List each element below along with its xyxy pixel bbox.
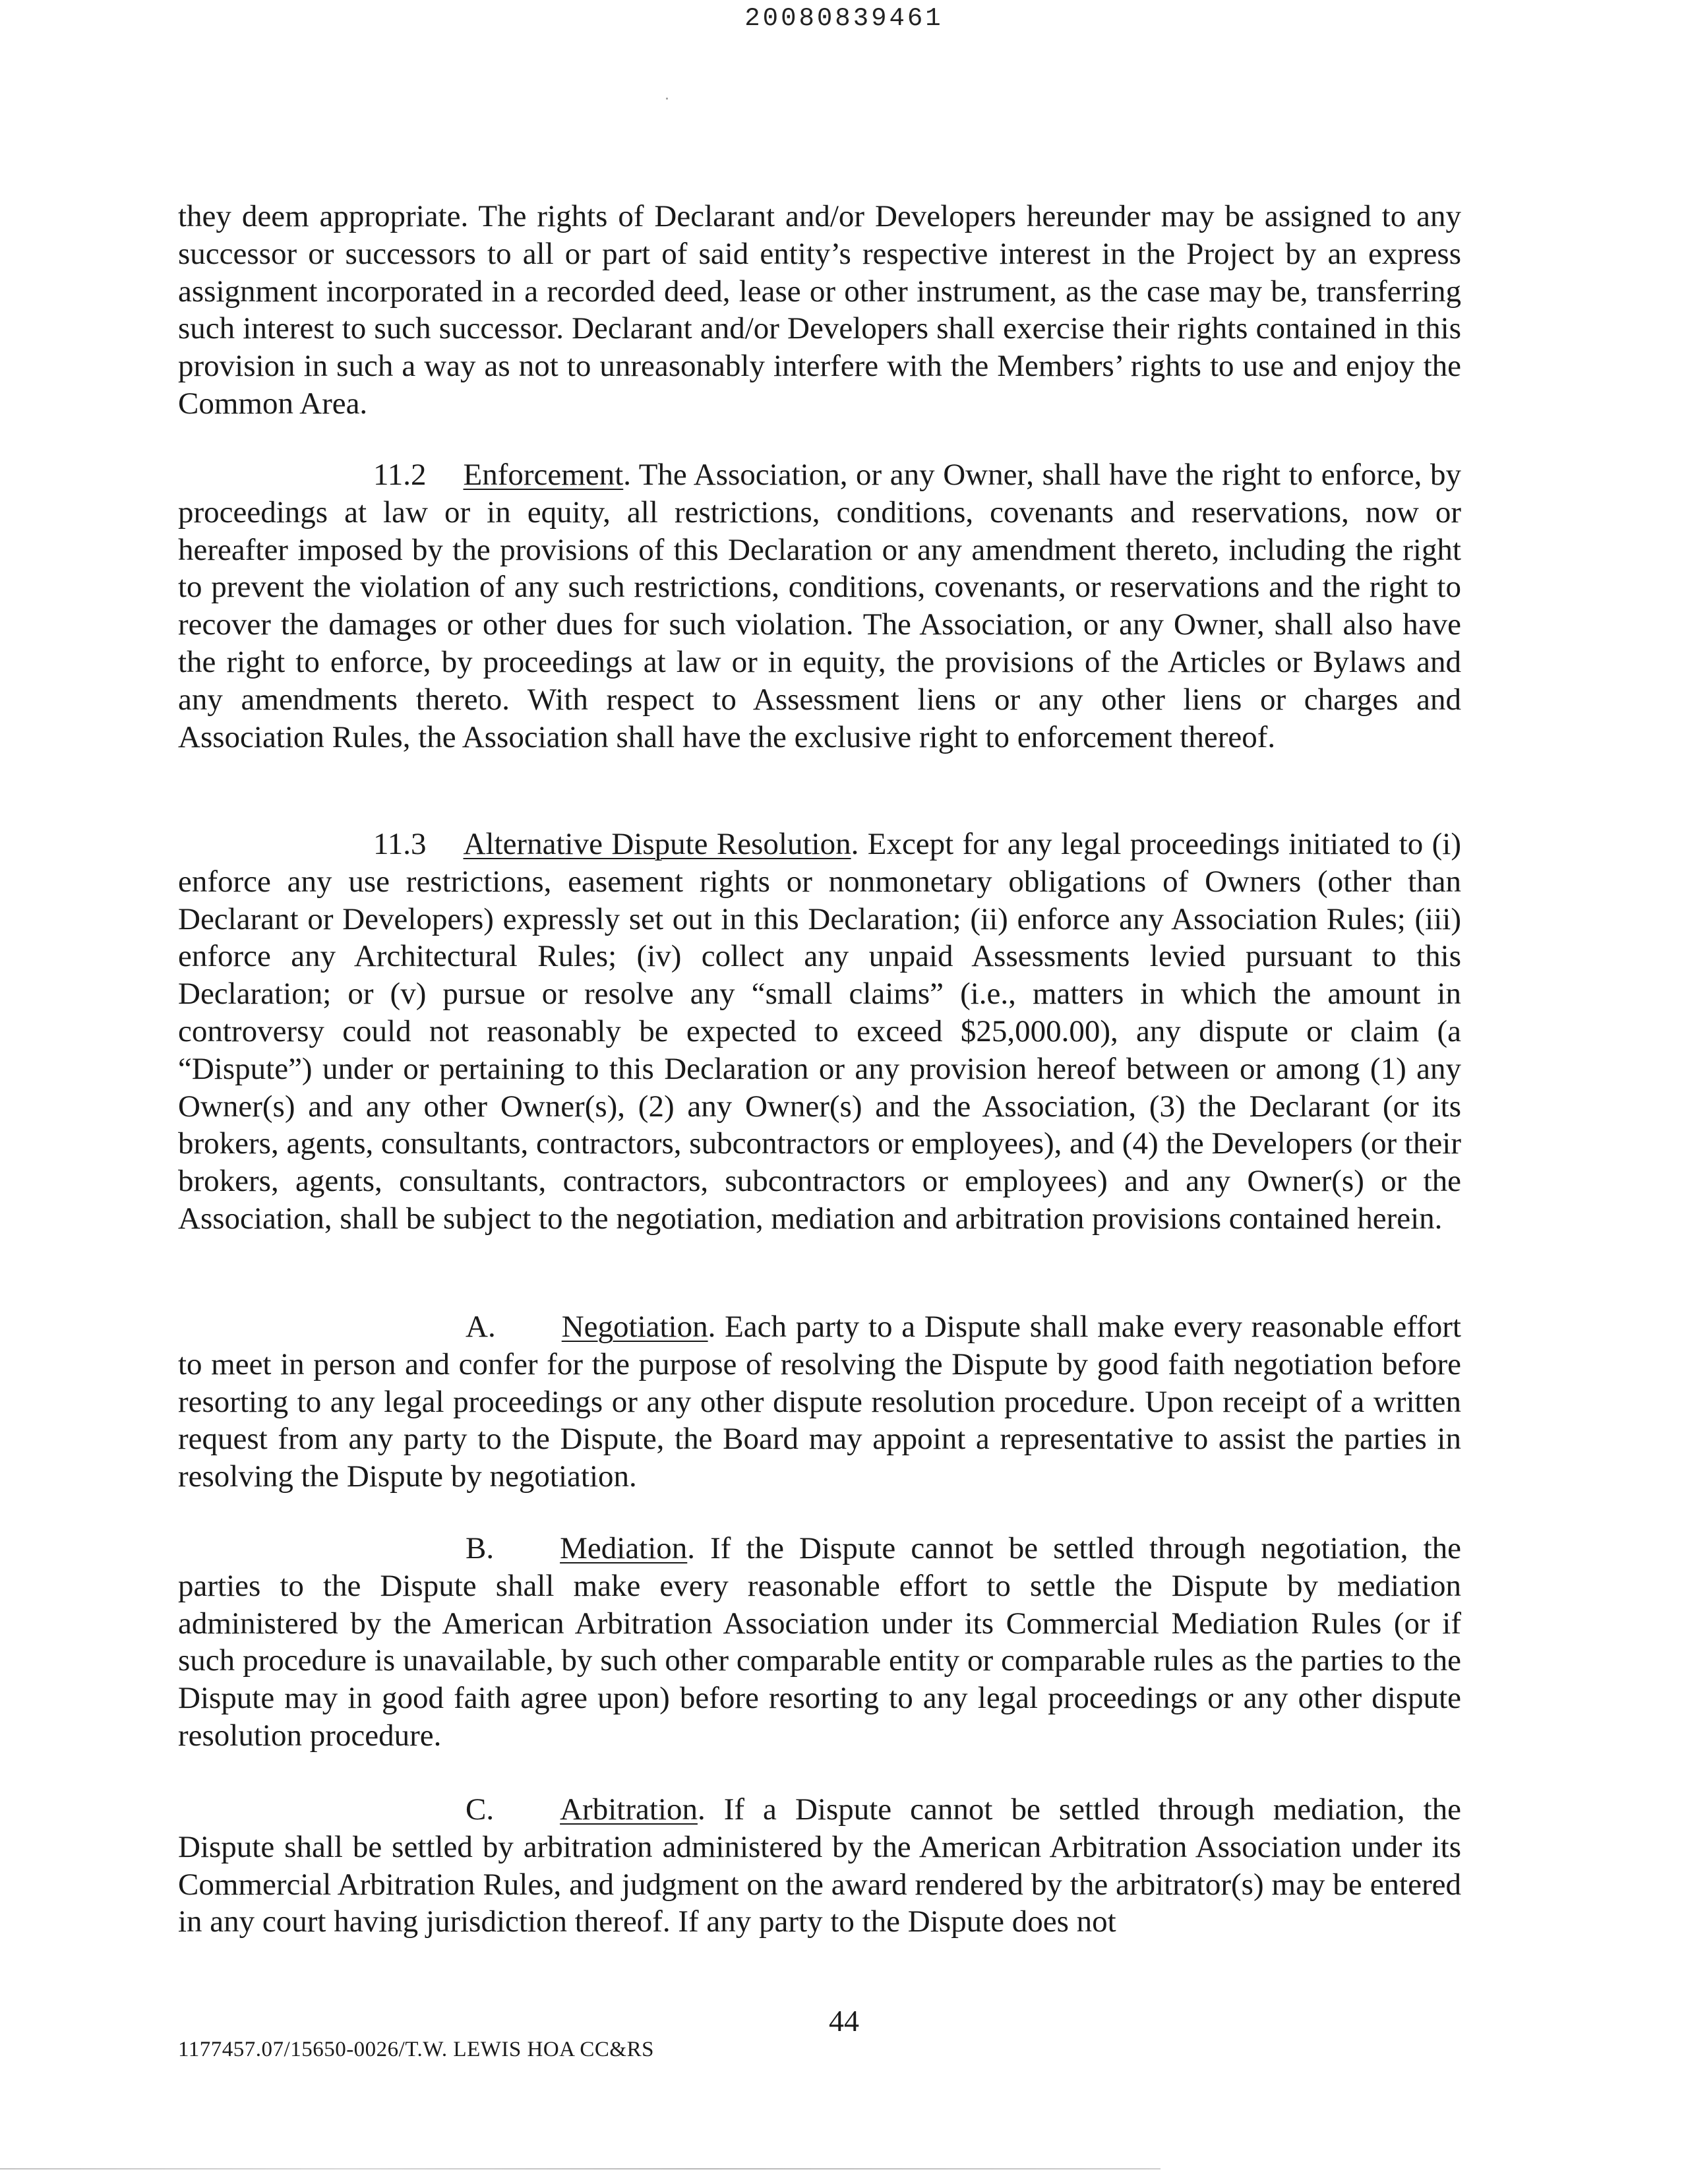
section-number: 11.2	[373, 458, 427, 492]
section-11-3	[178, 826, 1461, 1238]
subsection-b	[178, 1530, 1461, 1755]
scan-artifact-dot	[666, 98, 668, 100]
section-number: 11.3	[373, 827, 427, 861]
subsection-letter: B.	[466, 1531, 495, 1565]
subsection-a	[178, 1308, 1461, 1496]
subsection-text: . Each party to a Dispute shall make every reasonable effort to meet in person and confer for the purpose of resolving the Dispute by good faith negotiation before resorting to any legal proceedings or any other dispute resolution procedure. Upon receipt of a written request from any party to the Dispute, the Board may appoint a representative to assist the parties in resolving the Dispute by negotiation.	[178, 1310, 1461, 1494]
document-number-stamp: 20080839461	[744, 4, 944, 33]
page-number: 44	[829, 2004, 859, 2038]
subsection-heading-negotiation: Negotiation	[561, 1310, 708, 1344]
subsection-letter: C.	[466, 1792, 495, 1827]
subsection-letter: A.	[466, 1310, 496, 1344]
paragraph-continued-text: they deem appropriate. The rights of Declarant and/or Developers hereunder may be assigned to any successor or successors to all or part of said entity’s respective interest in the Project by an express assignment incorporated in a recorded deed, lease or other instrument, as the case may be, transferring such interest to such successor. Declarant and/or Developers shall exercise their rights contained in this provision in such a way as not to unreasonably interfere with the Members’ rights to use and enjoy the Common Area.	[178, 199, 1461, 421]
section-text: . Except for any legal proceedings initiated to (i) enforce any use restrictions, easement rights or nonmonetary obligations of Owners (other than Declarant or Developers) expressly set out in this Declaration; (ii) enforce any Association Rules; (iii) enforce any Architectural Rules; (iv) collect any unpaid Assessments levied pursuant to this Declaration; or (v) pursue or resolve any “small claims” (i.e., matters in which the amount in controversy could not reasonably be expected to exceed $25,000.00), any dispute or claim (a “Dispute”) under or pertaining to this Declaration or any provision hereof between or among (1) any Owner(s) and any other Owner(s), (2) any Owner(s) and the Association, (3) the Declarant (or its brokers, agents, consultants, contractors, subcontractors or employees), and (4) the Developers (or their brokers, agents, consultants, contractors, subcontractors or employees) and any Owner(s) or the Association, shall be subject to the negotiation, mediation and arbitration provisions contained herein.	[178, 827, 1461, 1236]
subsection-text: . If a Dispute cannot be settled through mediation, the Dispute shall be settled by arbitration administered by the American Arbitration Association under its Commercial Arbitration Rules, and judgment on the award rendered by the arbitrator(s) may be entered in any court having jurisdiction thereof. If any party to the Dispute does not	[178, 1792, 1461, 1939]
subsection-c	[178, 1791, 1461, 1941]
section-text: . The Association, or any Owner, shall have the right to enforce, by proceedings at law or in equity, all restrictions, conditions, covenants and reservations, now or hereafter imposed by the provisions of this Declaration or any amendment thereto, including the right to prevent the violation of any such restrictions, conditions, covenants, or reservations and the right to recover the damages or other dues for such violation. The Association, or any Owner, shall also have the right to enforce, by proceedings at law or in equity, the provisions of the Articles or Bylaws and any amendments thereto. With respect to Assessment liens or any other liens or charges and Association Rules, the Association shall have the exclusive right to enforcement thereof.	[178, 458, 1461, 754]
section-11-2	[178, 456, 1461, 756]
paragraph-continued	[178, 198, 1461, 423]
footer-document-reference: 1177457.07/15650-0026/T.W. LEWIS HOA CC&RS	[178, 2038, 654, 2061]
subsection-heading-arbitration: Arbitration	[560, 1792, 698, 1827]
subsection-heading-mediation: Mediation	[560, 1531, 688, 1565]
section-heading-enforcement: Enforcement	[463, 458, 624, 492]
section-heading-alternative-dispute-resolution: Alternative Dispute Resolution	[463, 827, 851, 861]
subsection-text: . If the Dispute cannot be settled through negotiation, the parties to the Dispute shall make every reasonable effort to settle the Dispute by mediation administered by the American Arbitration Association under its Commercial Mediation Rules (or if such procedure is unavailable, by such other comparable entity or comparable rules as the parties to the Dispute may in good faith agree upon) before resorting to any legal proceedings or any other dispute resolution procedure.	[178, 1531, 1461, 1753]
scan-edge-artifact	[0, 2168, 1160, 2169]
